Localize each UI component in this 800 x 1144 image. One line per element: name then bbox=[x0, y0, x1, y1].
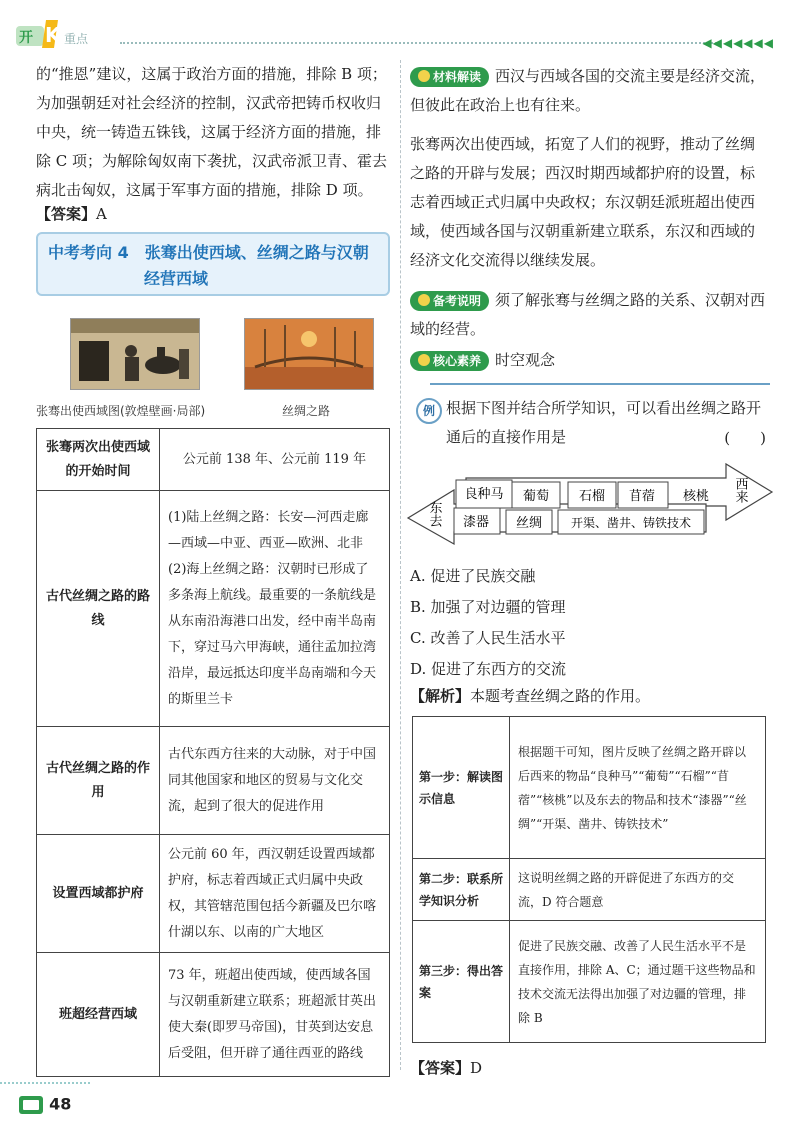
route-bottom-item: 丝绸 bbox=[515, 516, 543, 531]
answer-line-right: 【答案】D bbox=[410, 1059, 483, 1077]
row-value: 公元前 60 年，西汉朝廷设置西域都护府，标志着西域正式归属中央政权，其管辖范围包括今新疆及巴尔喀什湖以东、以南的广大地区 bbox=[160, 835, 390, 953]
header-logo bbox=[14, 18, 124, 52]
options-list bbox=[410, 562, 766, 684]
column-divider bbox=[400, 60, 401, 1070]
route-top-item: 良种马 bbox=[464, 487, 504, 502]
table-row bbox=[37, 953, 390, 1077]
row-value: 古代东西方往来的大动脉，对于中国同其他国家和地区的贸易与文化交流，起到了很大的促进作用 bbox=[160, 727, 390, 835]
route-east-label: 东去 bbox=[426, 501, 442, 527]
footer-dotted-rule bbox=[0, 1082, 90, 1084]
mural-image bbox=[70, 318, 200, 390]
topic-box bbox=[36, 232, 390, 296]
silk-road-route-diagram bbox=[406, 460, 774, 550]
material-para2: 张骞两次出使西域，拓宽了人们的视野，推动了丝绸之路的开辟与发展；西汉时期西域都护府的设置，标志着西域正式归属中央政权；东汉朝廷派班超出使西域，使西域各国与汉朝重新建立联系，东汉和西域的经济文化交流得以继续发展。 bbox=[410, 135, 756, 269]
page-number: 48 bbox=[49, 1094, 72, 1114]
prep-section bbox=[410, 286, 766, 344]
answer-line-left: 【答案】A bbox=[36, 205, 107, 223]
table-row bbox=[413, 859, 766, 921]
caption-mural: 张骞出使西域图(敦煌壁画·局部) bbox=[36, 404, 206, 418]
row-key: 张骞两次出使西域的开始时间 bbox=[37, 429, 160, 491]
option-c: C. 改善了人民生活水平 bbox=[410, 629, 566, 647]
route-bottom-item: 漆器 bbox=[462, 515, 490, 530]
table-row bbox=[37, 429, 390, 491]
row-value: 73 年，班超出使西域，使西域各国与汉朝重新建立联系；班超派甘英出使大秦(即罗马帝国)，甘英到达安息后受阻，但开辟了通往西亚的路线 bbox=[160, 953, 390, 1077]
table-row bbox=[37, 491, 390, 727]
svg-text:开: 开 bbox=[19, 30, 33, 46]
analysis-line: 【解析】本题考查丝绸之路的作用。 bbox=[410, 687, 651, 705]
row-key: 古代丝绸之路的作用 bbox=[37, 727, 160, 835]
example-badge: 例 bbox=[416, 398, 442, 424]
silk-road-image bbox=[244, 318, 374, 390]
option-a: A. 促进了民族交融 bbox=[410, 567, 536, 585]
intro-paragraph: 的“推恩”建议，这属于政治方面的措施，排除 B 项；为加强朝廷对社会经济的控制，汉武帝把铸币权收归中央，统一铸造五铢钱，这属于经济方面的措施，排除 C 项；为解除匈奴南下袭扰，汉武帝派卫青、霍去病北击匈奴，这属于军事方面的措施，排除 D 项。 bbox=[36, 65, 388, 199]
step-key: 第三步：得出答案 bbox=[413, 921, 510, 1043]
book-icon bbox=[18, 1094, 44, 1116]
table-row bbox=[413, 921, 766, 1043]
option-b: B. 加强了对边疆的管理 bbox=[410, 598, 566, 616]
table-row bbox=[37, 727, 390, 835]
table-row bbox=[37, 835, 390, 953]
row-key: 班超经营西域 bbox=[37, 953, 160, 1077]
route-top-item: 核桃 bbox=[682, 489, 710, 504]
row-value: (1)陆上丝绸之路：长安—河西走廊—西域—中亚、西亚—欧洲、北非 (2)海上丝绸之路：汉朝时已形成了多条海上航线。最重要的一条航线是从东南沿海港口出发，经中南半岛南下，穿过马六甲海峡，通往孟加拉湾沿岸，最远抵达印度半岛南端和今天的斯里兰卡 bbox=[160, 491, 390, 727]
core-section bbox=[410, 346, 766, 375]
step-value: 这说明丝绸之路的开辟促进了东西方的交流，D 符合题意 bbox=[510, 859, 766, 921]
prep-text: 须了解张骞与丝绸之路的关系、汉朝对西域的经营。 bbox=[410, 291, 766, 338]
header-arrows-icon: ◀◀◀◀◀◀◀ bbox=[702, 36, 774, 50]
core-text: 时空观念 bbox=[495, 351, 556, 369]
route-west-label: 西来 bbox=[732, 477, 748, 503]
material-pill: 材料解读 bbox=[410, 67, 489, 87]
material-text: 西汉与西域各国的交流主要是经济交流，但彼此在政治上也有往来。 bbox=[410, 67, 766, 114]
table-row bbox=[413, 717, 766, 859]
prep-pill: 备考说明 bbox=[410, 291, 489, 311]
example-rule bbox=[430, 383, 770, 385]
step-value: 根据题干可知，图片反映了丝绸之路开辟以后西来的物品“良种马”“葡萄”“石榴”“苜蓿”“核桃”以及东去的物品和技术“漆器”“丝绸”“开渠、凿井、铸铁技术” bbox=[510, 717, 766, 859]
step-key: 第一步：解读图示信息 bbox=[413, 717, 510, 859]
step-key: 第二步：联系所学知识分析 bbox=[413, 859, 510, 921]
bulb-icon bbox=[418, 294, 430, 306]
row-value: 公元前 138 年、公元前 119 年 bbox=[160, 429, 390, 491]
question-paren: ( ) bbox=[724, 429, 766, 447]
page-number-box bbox=[18, 1094, 80, 1118]
svg-text:K: K bbox=[45, 23, 61, 47]
row-key: 古代丝绸之路的路线 bbox=[37, 491, 160, 727]
svg-text:重点: 重点 bbox=[64, 32, 89, 46]
option-d: D. 促进了东西方的交流 bbox=[410, 660, 567, 678]
info-table bbox=[36, 428, 390, 1077]
step-value: 促进了民族交融、改善了人民生活水平不是直接作用，排除 A、C；通过题干这些物品和技术交流无法得出加强了对边疆的管理，排除 B bbox=[510, 921, 766, 1043]
topic-title-line1: 中考考向 4 张骞出使西域、丝绸之路与汉朝 bbox=[48, 243, 369, 262]
header-dotted-rule bbox=[120, 42, 720, 44]
core-pill: 核心素养 bbox=[410, 351, 489, 371]
route-top-item: 石榴 bbox=[578, 489, 606, 504]
question-text: 根据下图并结合所学知识，可以看出丝绸之路开通后的直接作用是 bbox=[446, 399, 762, 446]
topic-title-line2: 经营西域 bbox=[144, 269, 209, 288]
caption-silk-road: 丝绸之路 bbox=[282, 404, 331, 418]
bulb-icon bbox=[418, 70, 430, 82]
route-top-item: 苜蓿 bbox=[628, 489, 656, 504]
steps-table bbox=[412, 716, 766, 1043]
row-key: 设置西域都护府 bbox=[37, 835, 160, 953]
bulb-icon bbox=[418, 354, 430, 366]
material-section bbox=[410, 62, 766, 120]
route-top-item: 葡萄 bbox=[522, 489, 550, 504]
route-bottom-item: 开渠、凿井、铸铁技术 bbox=[570, 516, 692, 530]
